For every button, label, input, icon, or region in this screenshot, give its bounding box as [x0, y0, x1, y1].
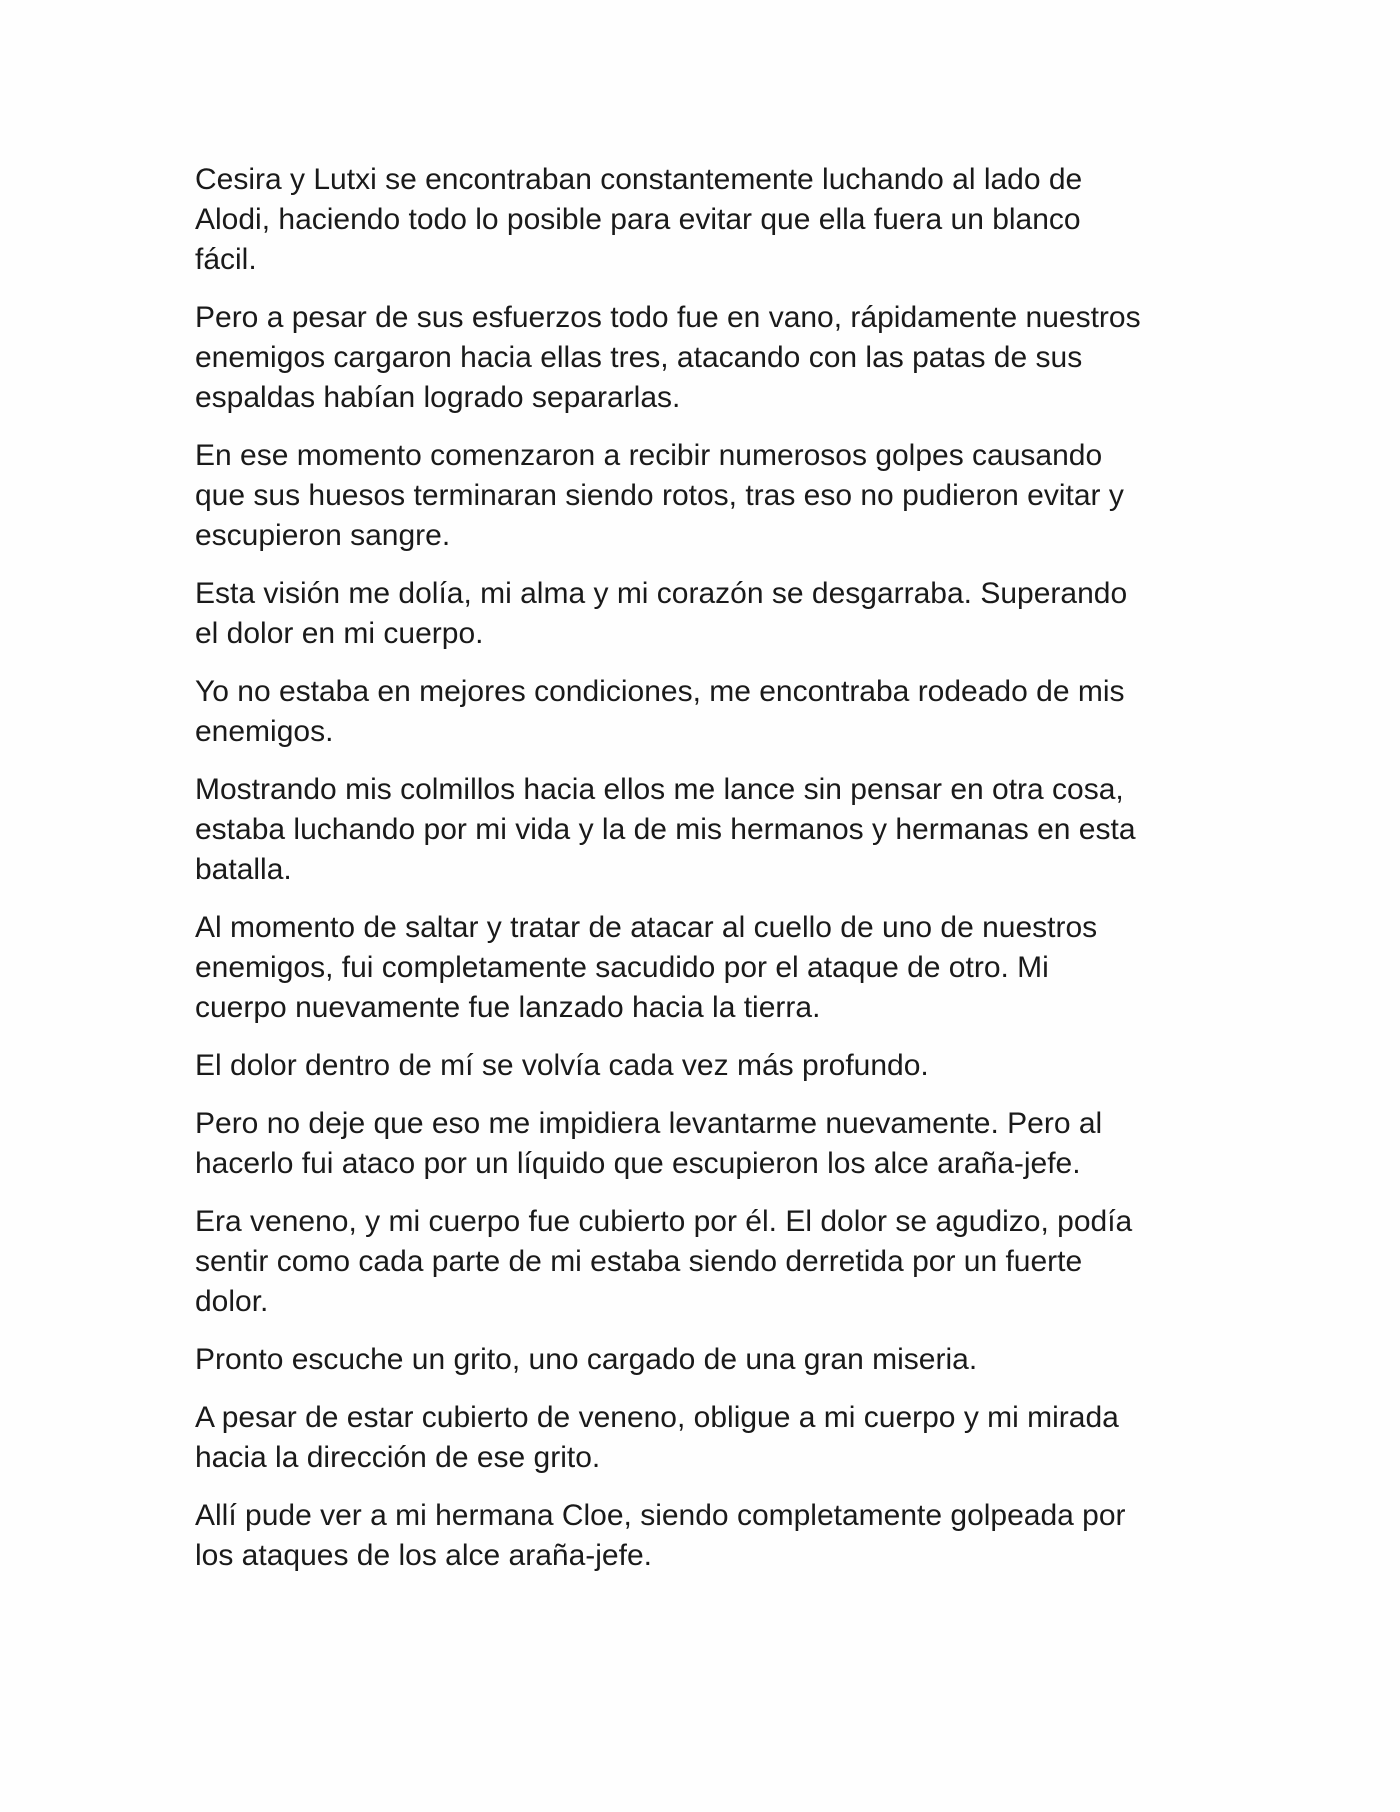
- text-line: Pero a pesar de sus esfuerzos todo fue en vano, rápidamente nuestros: [195, 301, 1141, 334]
- text-line: el dolor en mi cuerpo.: [195, 617, 484, 650]
- text-line: hacia la dirección de ese grito.: [195, 1441, 601, 1474]
- text-line: escupieron sangre.: [195, 519, 451, 552]
- paragraph: [195, 908, 1225, 1028]
- text-line: enemigos, fui completamente sacudido por el ataque de otro. Mi: [195, 951, 1049, 984]
- text-line: Yo no estaba en mejores condiciones, me encontraba rodeado de mis: [195, 675, 1125, 708]
- paragraph: [195, 1202, 1225, 1322]
- text-line: enemigos.: [195, 715, 334, 748]
- paragraph: [195, 1046, 1225, 1086]
- text-line: cuerpo nuevamente fue lanzado hacia la tierra.: [195, 991, 821, 1024]
- text-line: El dolor dentro de mí se volvía cada vez más profundo.: [195, 1049, 929, 1082]
- text-line: A pesar de estar cubierto de veneno, obligue a mi cuerpo y mi mirada: [195, 1401, 1119, 1434]
- text-line: espaldas habían logrado separarlas.: [195, 381, 681, 414]
- text-line: En ese momento comenzaron a recibir numerosos golpes causando: [195, 439, 1103, 472]
- text-line: Pronto escuche un grito, uno cargado de una gran miseria.: [195, 1343, 978, 1376]
- document-body: [195, 160, 1225, 1594]
- paragraph: [195, 1398, 1225, 1478]
- text-line: Alodi, haciendo todo lo posible para evitar que ella fuera un blanco: [195, 203, 1081, 236]
- paragraph: [195, 1496, 1225, 1576]
- text-line: Cesira y Lutxi se encontraban constantemente luchando al lado de: [195, 163, 1083, 196]
- paragraph: [195, 1340, 1225, 1380]
- paragraph: [195, 672, 1225, 752]
- paragraph: [195, 436, 1225, 556]
- paragraph: [195, 574, 1225, 654]
- text-line: estaba luchando por mi vida y la de mis hermanos y hermanas en esta: [195, 813, 1136, 846]
- text-line: enemigos cargaron hacia ellas tres, atacando con las patas de sus: [195, 341, 1083, 374]
- text-line: dolor.: [195, 1285, 269, 1318]
- text-line: Era veneno, y mi cuerpo fue cubierto por él. El dolor se agudizo, podía: [195, 1205, 1133, 1238]
- text-line: fácil.: [195, 243, 257, 276]
- text-line: Al momento de saltar y tratar de atacar al cuello de uno de nuestros: [195, 911, 1098, 944]
- paragraph: [195, 298, 1225, 418]
- text-line: sentir como cada parte de mi estaba siendo derretida por un fuerte: [195, 1245, 1083, 1278]
- text-line: Mostrando mis colmillos hacia ellos me lance sin pensar en otra cosa,: [195, 773, 1124, 806]
- text-line: los ataques de los alce araña-jefe.: [195, 1539, 652, 1572]
- text-line: hacerlo fui ataco por un líquido que escupieron los alce araña-jefe.: [195, 1147, 1081, 1180]
- paragraph: [195, 770, 1225, 890]
- text-line: Allí pude ver a mi hermana Cloe, siendo completamente golpeada por: [195, 1499, 1126, 1532]
- paragraph: [195, 160, 1225, 280]
- text-line: batalla.: [195, 853, 292, 886]
- text-line: que sus huesos terminaran siendo rotos, tras eso no pudieron evitar y: [195, 479, 1124, 512]
- text-line: Pero no deje que eso me impidiera levantarme nuevamente. Pero al: [195, 1107, 1103, 1140]
- text-line: Esta visión me dolía, mi alma y mi corazón se desgarraba. Superando: [195, 577, 1128, 610]
- paragraph: [195, 1104, 1225, 1184]
